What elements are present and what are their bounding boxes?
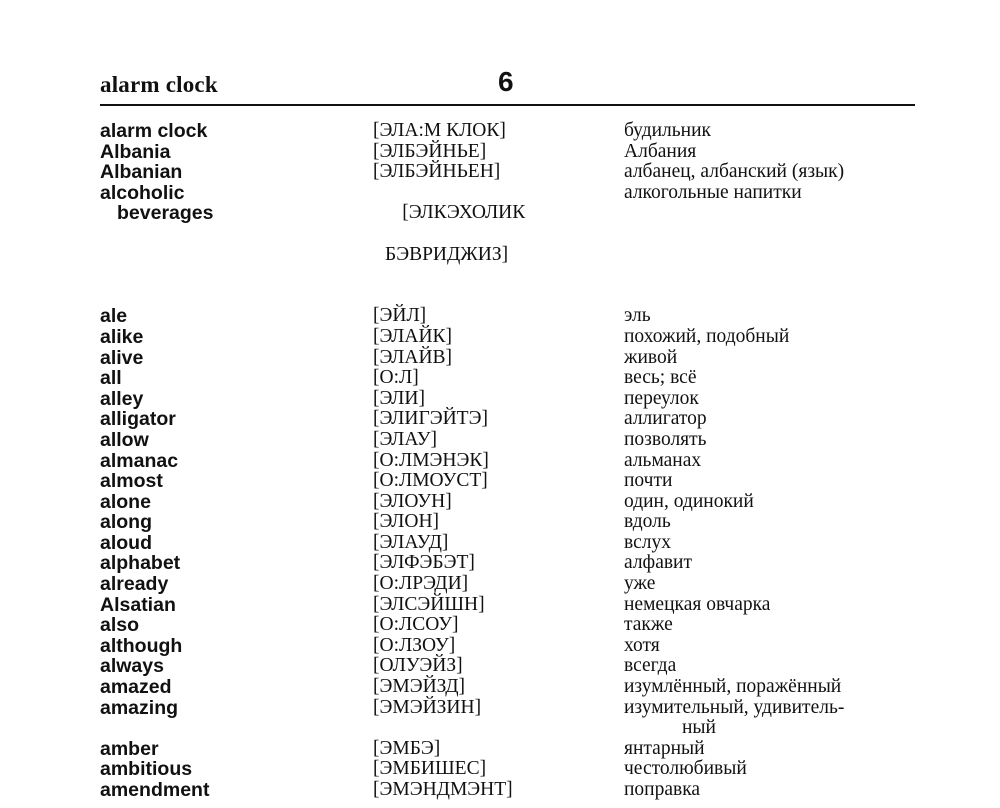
entry-transcription: [О:Л] — [373, 367, 419, 389]
dictionary-entry — [100, 121, 915, 142]
entry-transcription: [ЭЛБЭЙНЬЕ] — [373, 140, 487, 162]
dictionary-entry — [100, 595, 915, 616]
entry-meaning: Албания — [624, 140, 697, 162]
entry-transcription: [ЭЛБЭЙНЬЕН] — [373, 161, 501, 183]
dictionary-entry — [100, 142, 915, 163]
entry-word: along — [100, 511, 152, 534]
entry-meaning: позволять — [624, 428, 707, 450]
dictionary-entry — [100, 553, 915, 574]
dictionary-entry — [100, 389, 915, 410]
dictionary-entry — [100, 656, 915, 677]
entry-word: alarm clock — [100, 120, 208, 142]
entry-transcription: [ЭЛОН] — [373, 511, 440, 533]
dictionary-entries — [100, 121, 915, 801]
entry-word: already — [100, 573, 169, 596]
entry-meaning: алфавит — [624, 552, 693, 574]
entry-meaning: албанец, албанский (язык) — [624, 161, 845, 183]
entry-transcription: [ЭЛАЙК] — [373, 325, 453, 347]
entry-meaning: уже — [624, 573, 656, 595]
dictionary-entry — [100, 471, 915, 492]
dictionary-entry — [100, 533, 915, 554]
entry-transcription: [ЭМЭЙЗИН] — [373, 696, 482, 718]
entry-word: amber — [100, 737, 159, 760]
entry-transcription: [ЭМБЭ] — [373, 737, 441, 759]
entry-transcription: [ЭЛИ] — [373, 387, 425, 409]
dictionary-entry — [100, 636, 915, 657]
entry-transcription-line2: БЭВРИДЖИЗ] — [385, 243, 509, 265]
entry-meaning: аллигатор — [624, 408, 707, 430]
entry-meaning: немецкая овчарка — [624, 593, 771, 615]
entry-word: amazed — [100, 676, 172, 699]
entry-transcription: [О:ЛМЭНЭК] — [373, 449, 489, 471]
entry-word: alligator — [100, 408, 176, 431]
dictionary-entry — [100, 698, 915, 739]
entry-word: alive — [100, 346, 144, 369]
entry-transcription-line1: [ЭЛКЭХОЛИК — [402, 202, 526, 224]
entry-transcription: [ЭМЭНДМЭНТ] — [373, 779, 513, 800]
entry-meaning: вдоль — [624, 511, 671, 533]
entry-word: always — [100, 655, 164, 678]
entry-meaning-line1: изумительный, удивитель- — [624, 696, 845, 718]
entry-meaning: похожий, подобный — [624, 325, 790, 347]
entry-word: ambitious — [100, 758, 193, 781]
entry-word: Alsatian — [100, 593, 176, 616]
entry-meaning: также — [624, 614, 673, 636]
entry-meaning: янтарный — [624, 737, 705, 759]
entry-word: although — [100, 634, 183, 657]
entry-transcription: [ЭЛОУН] — [373, 490, 452, 512]
dictionary-entry — [100, 492, 915, 513]
entry-transcription: [ЭЛИГЭЙТЭ] — [373, 408, 488, 430]
entry-word: all — [100, 367, 122, 390]
entry-transcription: [О:ЛРЭДИ] — [373, 573, 469, 595]
entry-word: Albania — [100, 140, 171, 163]
entry-meaning: альманах — [624, 449, 702, 471]
entry-meaning — [624, 698, 915, 739]
entry-word: amazing — [100, 696, 179, 719]
entry-word: almost — [100, 470, 163, 493]
entry-meaning: поправка — [624, 779, 701, 800]
dictionary-entry — [100, 162, 915, 183]
entry-meaning: хотя — [624, 634, 660, 656]
dictionary-entry — [100, 615, 915, 636]
dictionary-entry — [100, 430, 915, 451]
entry-meaning: вслух — [624, 531, 671, 553]
entry-word-line1: alcoholic — [100, 181, 185, 204]
entry-meaning: изумлённый, поражённый — [624, 676, 842, 698]
dictionary-entry — [100, 739, 915, 760]
entry-word: almanac — [100, 449, 179, 472]
dictionary-entry — [100, 512, 915, 533]
entry-transcription: [ЭЛАУ] — [373, 428, 438, 450]
entry-meaning: один, одинокий — [624, 490, 754, 512]
entry-transcription: [ЭЙЛ] — [373, 305, 427, 327]
entry-transcription: [ОЛУЭЙЗ] — [373, 655, 463, 677]
dictionary-entry — [100, 759, 915, 780]
dictionary-entry — [100, 183, 915, 307]
entry-meaning-line2: ный — [682, 717, 716, 739]
entry-meaning: эль — [624, 305, 651, 327]
dictionary-entry — [100, 306, 915, 327]
entry-transcription: [ЭМЭЙЗД] — [373, 676, 466, 698]
entry-meaning: переулок — [624, 387, 699, 409]
entry-word: alike — [100, 325, 144, 348]
entry-transcription: [ЭЛАУД] — [373, 531, 449, 553]
entry-transcription: [ЭЛАЙВ] — [373, 346, 453, 368]
entry-transcription: [О:ЛМОУСТ] — [373, 470, 488, 492]
entry-word: Albanian — [100, 161, 183, 184]
entry-word: alone — [100, 490, 151, 513]
entry-word: amendment — [100, 779, 210, 801]
entry-meaning: алкогольные напитки — [624, 181, 802, 203]
dictionary-entry — [100, 327, 915, 348]
entry-meaning: честолюбивый — [624, 758, 747, 780]
entry-word-line2: beverages — [117, 202, 214, 225]
page-header — [100, 66, 915, 106]
entry-meaning: будильник — [624, 120, 712, 141]
entry-word — [100, 183, 373, 307]
entry-word: ale — [100, 305, 128, 328]
entry-transcription: [О:ЛЗОУ] — [373, 634, 456, 656]
entry-transcription: [ЭЛФЭБЭТ] — [373, 552, 475, 574]
entry-word: alphabet — [100, 552, 181, 575]
entry-meaning: живой — [624, 346, 678, 368]
entry-transcription: [ЭЛСЭЙШН] — [373, 593, 485, 615]
entry-meaning: всегда — [624, 655, 677, 677]
entry-transcription: [ЭЛА:М КЛОК] — [373, 120, 506, 141]
dictionary-entry — [100, 409, 915, 430]
dictionary-entry — [100, 574, 915, 595]
entry-meaning: весь; всё — [624, 367, 697, 389]
entry-word: aloud — [100, 531, 152, 554]
page-number: 6 — [498, 66, 514, 97]
entry-word: also — [100, 614, 140, 637]
entry-word: alley — [100, 387, 144, 410]
entry-transcription: [О:ЛСОУ] — [373, 614, 459, 636]
entry-transcription — [373, 183, 624, 307]
running-head: alarm clock — [100, 72, 218, 97]
dictionary-entry — [100, 451, 915, 472]
dictionary-entry — [100, 677, 915, 698]
dictionary-entry — [100, 780, 915, 801]
entry-word: allow — [100, 428, 149, 451]
entry-transcription: [ЭМБИШЕС] — [373, 758, 487, 780]
dictionary-entry — [100, 348, 915, 369]
entry-meaning: почти — [624, 470, 673, 492]
dictionary-entry — [100, 368, 915, 389]
